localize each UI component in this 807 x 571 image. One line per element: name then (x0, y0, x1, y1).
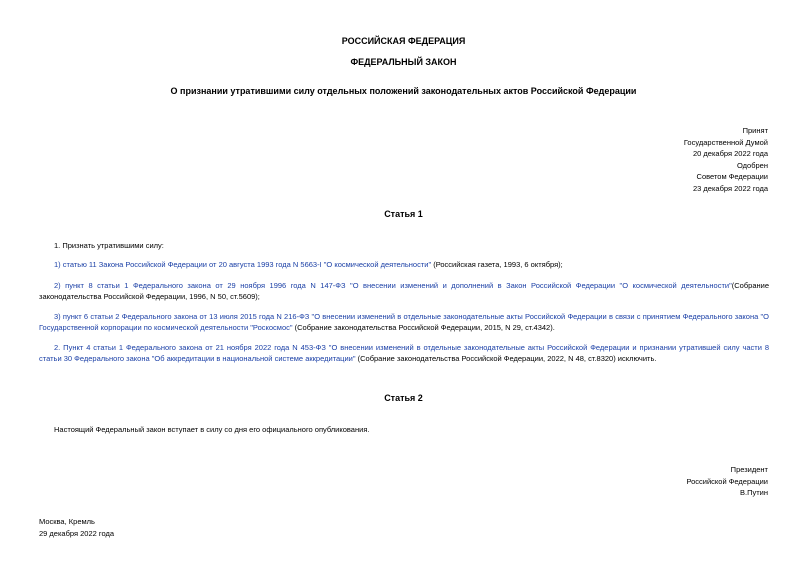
article1-heading: Статья 1 (384, 209, 423, 219)
article1-paragraph2 (39, 342, 769, 364)
article1-item1 (39, 259, 769, 270)
adoption-line: 20 декабря 2022 года (692, 149, 768, 159)
law-title: О признании утратившими силу отдельных положений законодательных актов Российской Федерации (170, 86, 637, 96)
adoption-line: 23 декабря 2022 года (692, 183, 768, 193)
item2-link[interactable]: 2) пункт 8 статьи 1 Федерального закона от 29 ноября 1996 года N 147-ФЗ "О внесении изменений и дополнений в Закон Российской Федерации "О космической деятельности" (54, 281, 732, 290)
item3-link[interactable]: 3) пункт 6 статьи 2 Федерального закона от 13 июля 2015 года N 216-ФЗ "О внесении изменений в отдельные законодательные акты Российской Федерации в связи с принятием Федерального закона "О Государственной корпорации по космической деятельности "Роскосмос" (39, 312, 769, 332)
article2-heading: Статья 2 (384, 393, 423, 403)
signature-block (686, 464, 768, 499)
adoption-block (684, 125, 768, 195)
law-type-heading: ФЕДЕРАЛЬНЫЙ ЗАКОН (350, 57, 457, 67)
adoption-line: Советом Федерации (696, 172, 768, 182)
place-date-block (39, 516, 114, 539)
country-heading: РОССИЙСКАЯ ФЕДЕРАЦИЯ (341, 36, 466, 46)
article1-item2 (39, 280, 769, 302)
item1-link[interactable]: 1) статью 11 Закона Российской Федерации от 20 августа 1993 года N 5663-I "О космической деятельности" (54, 260, 432, 269)
place-date: 29 декабря 2022 года (39, 528, 115, 538)
adoption-line: Государственной Думой (683, 137, 768, 147)
signature-line: Российской Федерации (686, 476, 768, 486)
adoption-line: Принят (742, 126, 768, 135)
article1-item3 (39, 311, 769, 333)
signature-line: В.Путин (740, 488, 768, 498)
article2-paragraph1: Настоящий Федеральный закон вступает в силу со дня его официального опубликования. (54, 425, 370, 434)
p2-link[interactable]: 2. Пункт 4 статьи 1 Федерального закона от 21 ноября 2022 года N 453-ФЗ "О внесении изменений в отдельные законодательные акты Российской Федерации и признании утратившей силу части 8 статьи 30 Федерального закона "Об аккредитации в национальной системе аккредитации" (39, 343, 769, 363)
place-city: Москва, Кремль (39, 517, 95, 526)
signature-line: Президент (730, 465, 768, 474)
adoption-line: Одобрен (737, 160, 768, 170)
item2-tail: (Собрание законодательства Российской Федерации, 1996, N 50, ст.5609); (39, 281, 769, 301)
article1-paragraph1: 1. Признать утратившими силу: (54, 241, 164, 250)
p2-tail: (Собрание законодательства Российской Федерации, 2022, N 48, ст.8320) исключить. (355, 354, 657, 363)
item1-tail: (Российская газета, 1993, 6 октября); (431, 260, 563, 269)
item3-tail: (Собрание законодательства Российской Федерации, 2015, N 29, ст.4342). (292, 323, 555, 332)
